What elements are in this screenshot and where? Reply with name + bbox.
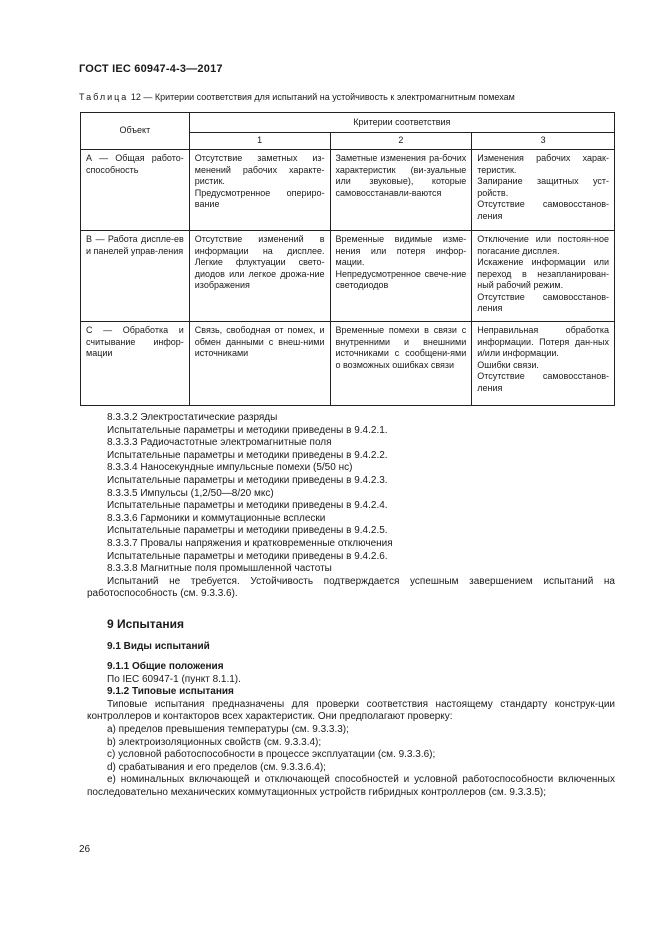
clause-text: Испытательные параметры и методики приведены в 9.4.2.6. bbox=[107, 550, 388, 562]
header-criterion-1: 1 bbox=[189, 133, 330, 150]
clause-heading: 8.3.3.7 Провалы напряжения и кратковременные отключения bbox=[107, 537, 393, 549]
cell-line: Ошибки связи. bbox=[477, 359, 539, 370]
table-caption-prefix: Таблица bbox=[79, 92, 129, 102]
document-header: ГОСТ IEC 60947-4-3—2017 bbox=[79, 63, 223, 75]
header-criterion-3: 3 bbox=[472, 133, 615, 150]
row-criterion-3 bbox=[472, 231, 615, 322]
type-tests-paragraph: Типовые испытания предназначены для проверки соответствия настоящему стандарту конструк-ции контроллеров и контакторов всех характеристик. Они предполагают проверку: bbox=[87, 698, 615, 723]
immunity-paragraph: Испытаний не требуется. Устойчивость подтверждается успешным завершением испытаний на работоспособность (см. 9.3.3.6). bbox=[87, 575, 615, 600]
cell-line: Заметные изменения ра-бочих характеристик (ви-зуальные или звуковые), которые самовосстанавли-ваются bbox=[335, 153, 467, 198]
cell-line: Отключение или постоян-ное погасание дисплея. bbox=[477, 234, 609, 256]
row-criterion-3 bbox=[472, 150, 615, 231]
cell-line: Изменения рабочих харак-теристик. bbox=[477, 153, 609, 175]
cell-line: Неправильная обработка информации. Потеря дан-ных и/или информации. bbox=[477, 325, 609, 358]
cell-line: Временные видимые изме-нения или потеря инфор-мации. bbox=[335, 234, 467, 267]
cell-line: Искажение информации или переход в незапланирован-ный рабочий режим. bbox=[477, 257, 609, 290]
cell-line: Предусмотренное опериро-вание bbox=[194, 187, 325, 209]
body-text bbox=[87, 412, 615, 800]
table-row bbox=[81, 322, 615, 406]
clause-text: Испытательные параметры и методики приведены в 9.4.2.3. bbox=[107, 474, 388, 486]
row-criterion-1 bbox=[189, 231, 330, 322]
clause-heading: 8.3.3.8 Магнитные поля промышленной частоты bbox=[107, 563, 332, 575]
section-heading-9-1: 9.1 Виды испытаний bbox=[107, 640, 210, 652]
cell-line: Запирание защитных уст-ройств. bbox=[477, 176, 609, 198]
list-item: a) пределов превышения температуры (см. 9.3.3.3); bbox=[107, 724, 349, 736]
cell-line: Отсутствие самовосстанов-ления bbox=[477, 199, 609, 221]
row-criterion-3 bbox=[472, 322, 615, 406]
cell-line: Временные помехи в связи с внутренними и внешними источниками с сообщени-ями о возможных ошибках связи bbox=[335, 325, 467, 370]
header-criterion-2: 2 bbox=[330, 133, 472, 150]
row-object: С — Обработка и считывание инфор-мации bbox=[81, 322, 190, 406]
header-criteria: Критерии соответствия bbox=[189, 113, 614, 133]
cell-line: Отсутствие заметных из-менений рабочих характе-ристик. bbox=[194, 153, 325, 186]
table-row bbox=[81, 150, 615, 231]
row-criterion-2 bbox=[330, 231, 472, 322]
list-item: d) срабатывания и его пределов (см. 9.3.3.6.4); bbox=[107, 761, 326, 773]
section-heading-9-1-1: 9.1.1 Общие положения bbox=[107, 661, 224, 673]
header-object: Объект bbox=[81, 113, 190, 150]
list-item: b) электроизоляционных свойств (см. 9.3.3.4); bbox=[107, 736, 322, 748]
row-object: А — Общая работо-способность bbox=[81, 150, 190, 231]
row-object: В — Работа диспле-ев и панелей управ-ления bbox=[81, 231, 190, 322]
page-number: 26 bbox=[79, 844, 91, 855]
clause-heading: 8.3.3.4 Наносекундные импульсные помехи (5/50 нс) bbox=[107, 462, 353, 474]
cell-line: Связь, свободная от помех, и обмен данными с внеш-ними источниками bbox=[194, 325, 325, 358]
cell-line: Отсутствие самовосстанов-ления bbox=[477, 291, 609, 313]
table-row bbox=[81, 231, 615, 322]
list-item: e) номинальных включающей и отключающей способностей и условной работоспособности включенных последовательно механических коммутационных устройств гибридных контроллеров (см. 9.3.3.5); bbox=[87, 774, 615, 799]
cell-line: Отсутствие самовосстанов-ления bbox=[477, 371, 609, 393]
reference-line: По IEC 60947-1 (пункт 8.1.1). bbox=[107, 673, 241, 685]
section-heading-9-1-2: 9.1.2 Типовые испытания bbox=[107, 686, 234, 698]
row-criterion-1 bbox=[189, 322, 330, 406]
table-caption-text: 12 — Критерии соответствия для испытаний на устойчивость к электромагнитным помехам bbox=[130, 92, 515, 102]
section-heading-9: 9 Испытания bbox=[107, 616, 184, 631]
cell-line: Непредусмотренное свече-ние светодиодов bbox=[335, 268, 467, 290]
criteria-table bbox=[80, 112, 615, 406]
row-criterion-2 bbox=[330, 322, 472, 406]
table-caption bbox=[79, 92, 515, 102]
cell-line: Отсутствие изменений в информации на дисплее. Легкие флуктуации свето-диодов или легкое дрожа-ние изображения bbox=[194, 234, 325, 290]
row-criterion-1 bbox=[189, 150, 330, 231]
clause-text: Испытательные параметры и методики приведены в 9.4.2.1. bbox=[107, 424, 388, 436]
clause-text: Испытательные параметры и методики приведены в 9.4.2.2. bbox=[107, 449, 388, 461]
clause-text: Испытательные параметры и методики приведены в 9.4.2.4. bbox=[107, 500, 388, 512]
clause-heading: 8.3.3.2 Электростатические разряды bbox=[107, 412, 278, 423]
clause-heading: 8.3.3.3 Радиочастотные электромагнитные поля bbox=[107, 437, 332, 449]
clause-heading: 8.3.3.5 Импульсы (1,2/50—8/20 мкс) bbox=[107, 487, 274, 499]
clause-heading: 8.3.3.6 Гармоники и коммутационные всплески bbox=[107, 512, 326, 524]
list-item: c) условной работоспособности в процессе эксплуатации (см. 9.3.3.6); bbox=[107, 749, 436, 761]
clause-text: Испытательные параметры и методики приведены в 9.4.2.5. bbox=[107, 525, 388, 537]
row-criterion-2 bbox=[330, 150, 472, 231]
